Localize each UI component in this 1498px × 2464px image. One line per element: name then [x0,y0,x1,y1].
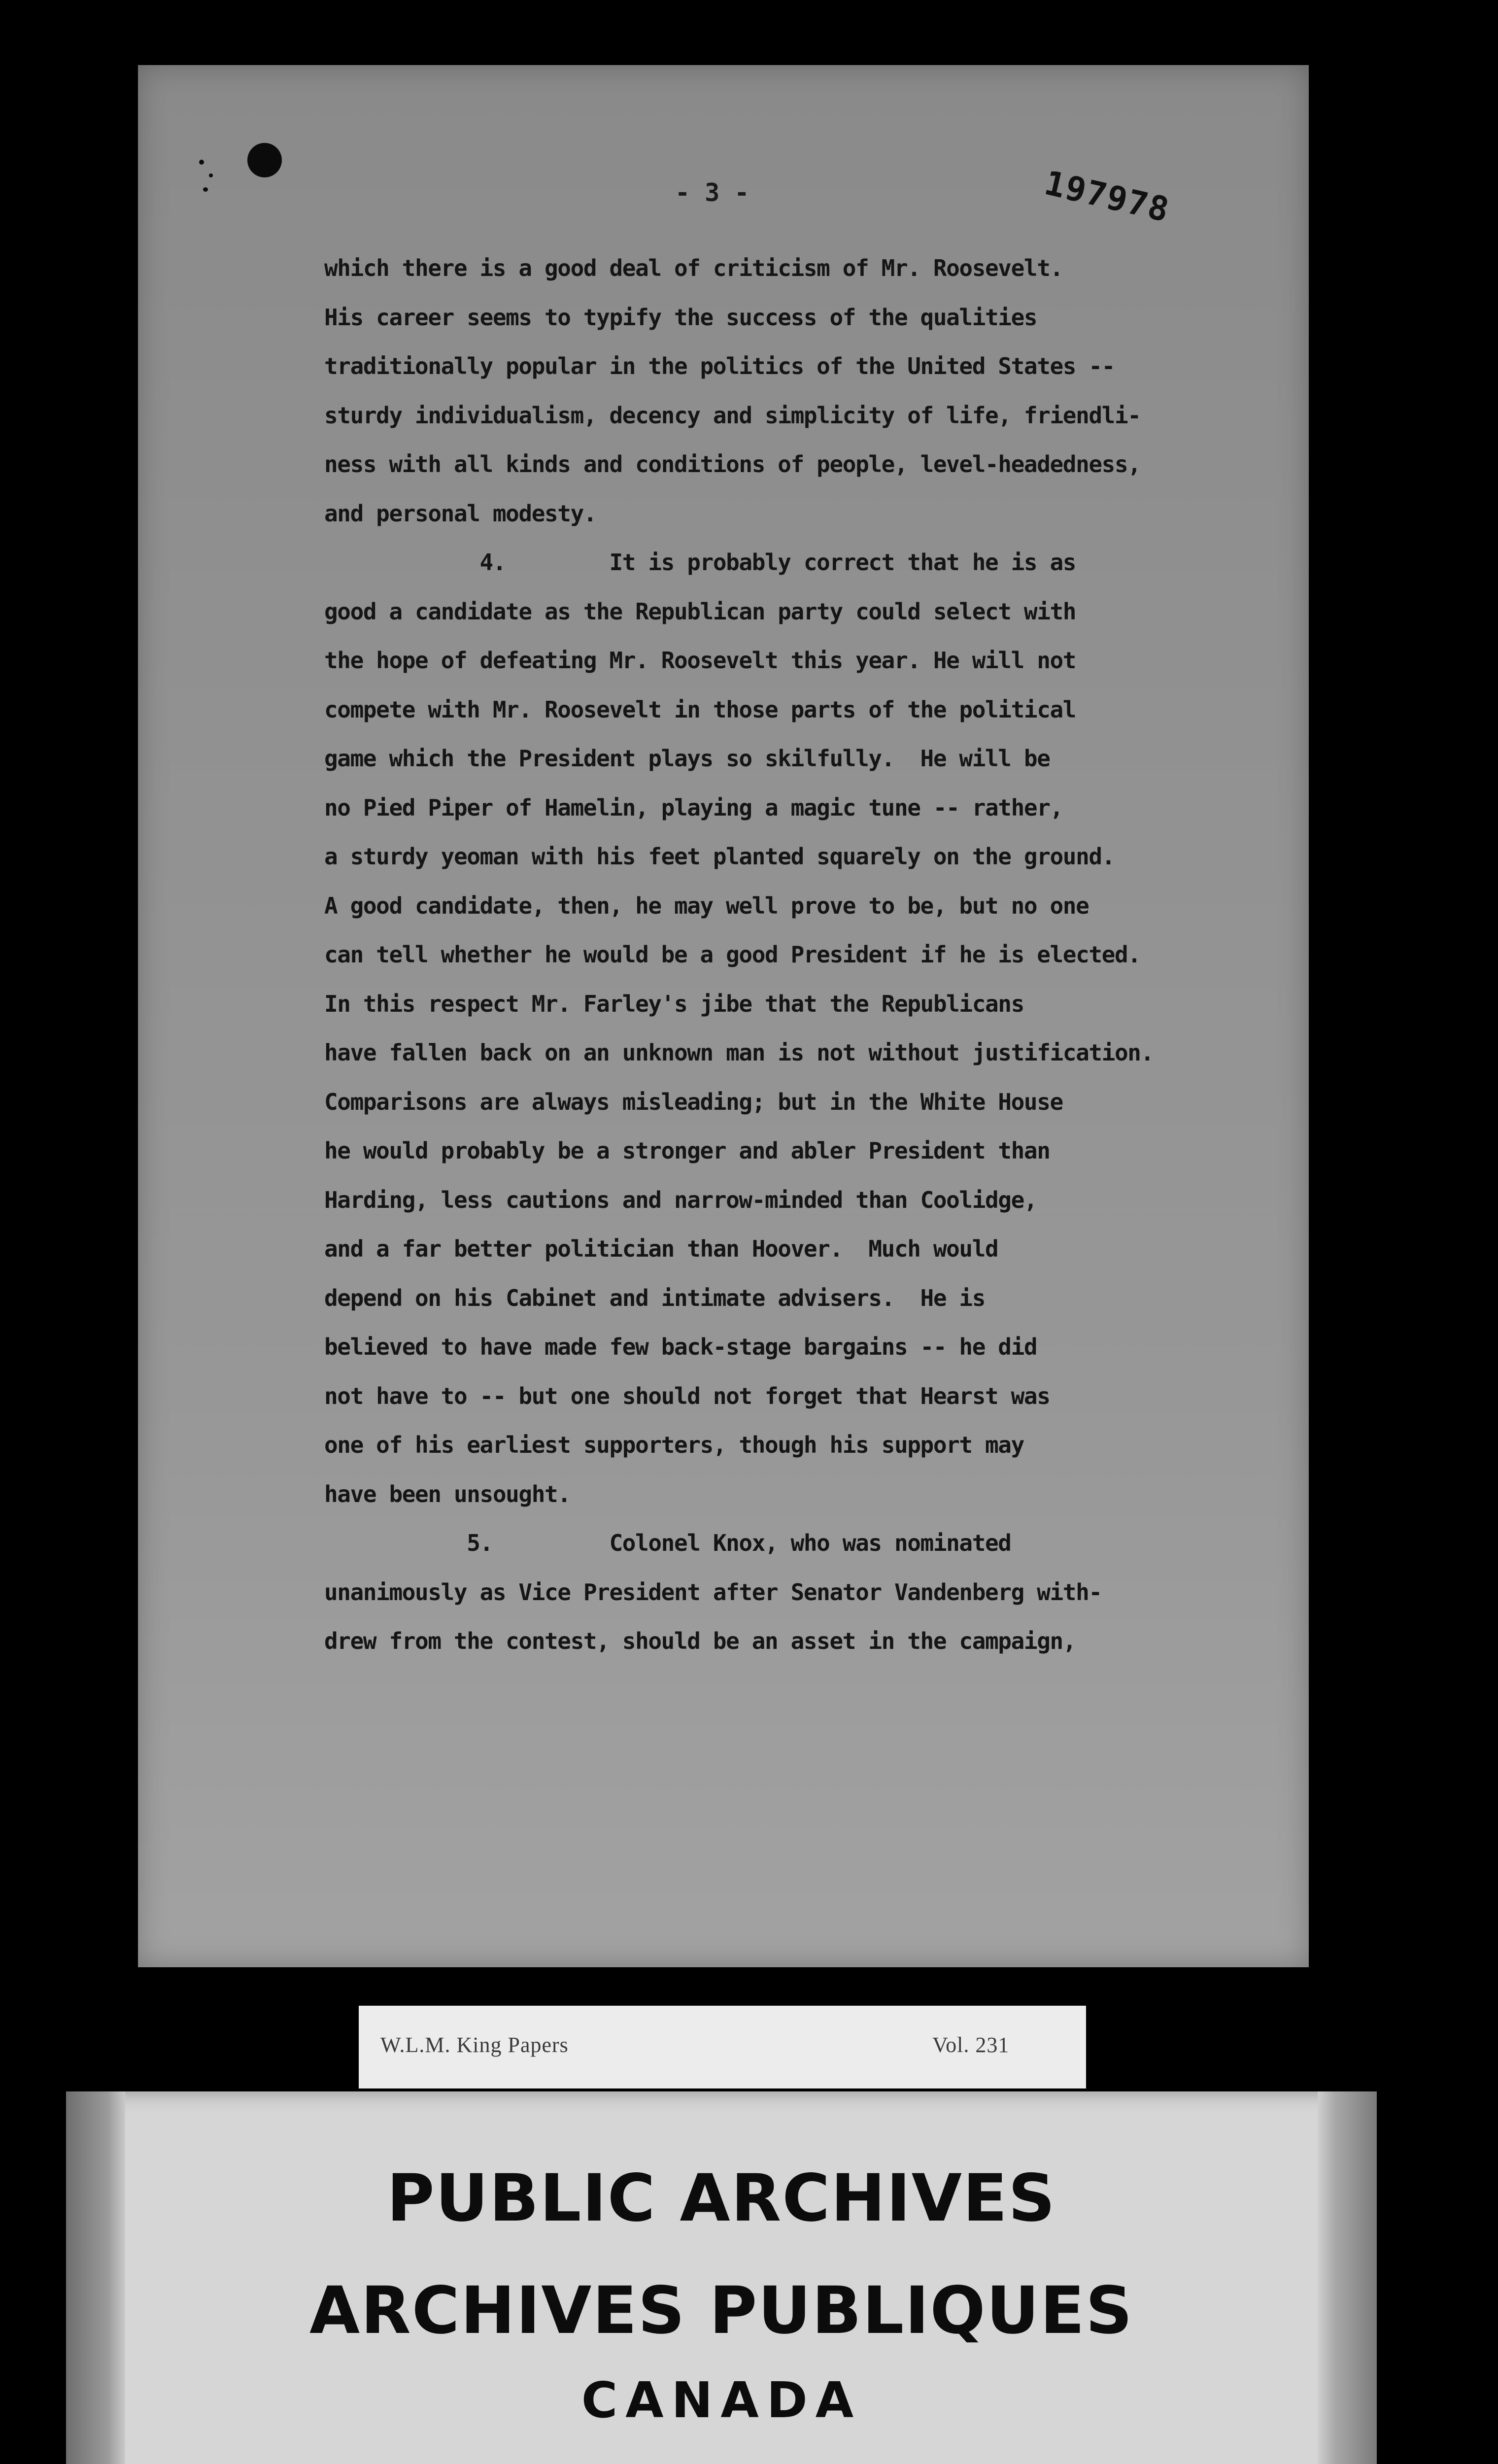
letter-line: ness with all kinds and conditions of people, level-headedness, [324,451,1141,478]
letter-line: he would probably be a stronger and abler President than [324,1137,1050,1164]
letter-line: believed to have made few back-stage bargains -- he did [324,1334,1037,1360]
card-title-french: ARCHIVES PUBLIQUES [309,2273,1133,2349]
letter-line: have fallen back on an unknown man is not without justification. [324,1039,1154,1066]
letter-line: Comparisons are always misleading; but in the White House [324,1089,1063,1115]
letter-line: unanimously as Vice President after Senator Vandenberg with- [324,1579,1102,1606]
typed-letter-page [138,65,1309,1967]
archives-card [66,2091,1377,2464]
letter-line: 5. Colonel Knox, who was nominated [324,1530,1011,1556]
letter-line: have been unsought. [324,1481,571,1507]
page-number: - 3 - [675,178,749,207]
letter-line: A good candidate, then, he may well prove to be, but no one [324,892,1089,919]
letter-line: and a far better politician than Hoover. Much would [324,1235,998,1262]
card-country: CANADA [581,2371,862,2429]
letter-line: not have to -- but one should not forget that Hearst was [324,1383,1050,1409]
letter-line: compete with Mr. Roosevelt in those parts of the political [324,696,1076,723]
letter-line: 4. It is probably correct that he is as [324,549,1076,576]
ink-speck [209,173,213,177]
letter-line: no Pied Piper of Hamelin, playing a magic tune -- rather, [324,794,1063,821]
letter-line: a sturdy yeoman with his feet planted squarely on the ground. [324,843,1115,870]
ink-speck [199,160,204,165]
letter-line: which there is a good deal of criticism of Mr. Roosevelt. [324,255,1063,281]
card-title-english: PUBLIC ARCHIVES [386,2160,1056,2236]
volume-label: Vol. 231 [932,2033,1010,2057]
letter-line: game which the President plays so skilfully. He will be [324,745,1050,772]
letter-line: the hope of defeating Mr. Roosevelt this year. He will not [324,647,1076,674]
ink-speck [203,187,208,192]
letter-line: and personal modesty. [324,500,597,527]
letter-line: good a candidate as the Republican party could select with [324,598,1076,625]
punch-hole [247,143,282,177]
letter-line: can tell whether he would be a good President if he is elected. [324,941,1141,968]
letter-line: In this respect Mr. Farley's jibe that the Republicans [324,991,1024,1017]
letter-line: traditionally popular in the politics of the United States -- [324,353,1115,379]
letter-line: His career seems to typify the success of the qualities [324,304,1037,331]
letter-line: one of his earliest supporters, though his support may [324,1432,1024,1458]
collection-label: W.L.M. King Papers [380,2033,569,2057]
archive-stamp-number: 197978 [1041,164,1174,230]
letter-line: depend on his Cabinet and intimate advisers. He is [324,1285,986,1311]
archive-label-strip [359,2006,1086,2088]
letter-line: drew from the contest, should be an asset in the campaign, [324,1628,1076,1654]
letter-line: sturdy individualism, decency and simplicity of life, friendli- [324,402,1141,429]
letter-line: Harding, less cautions and narrow-minded than Coolidge, [324,1187,1037,1213]
